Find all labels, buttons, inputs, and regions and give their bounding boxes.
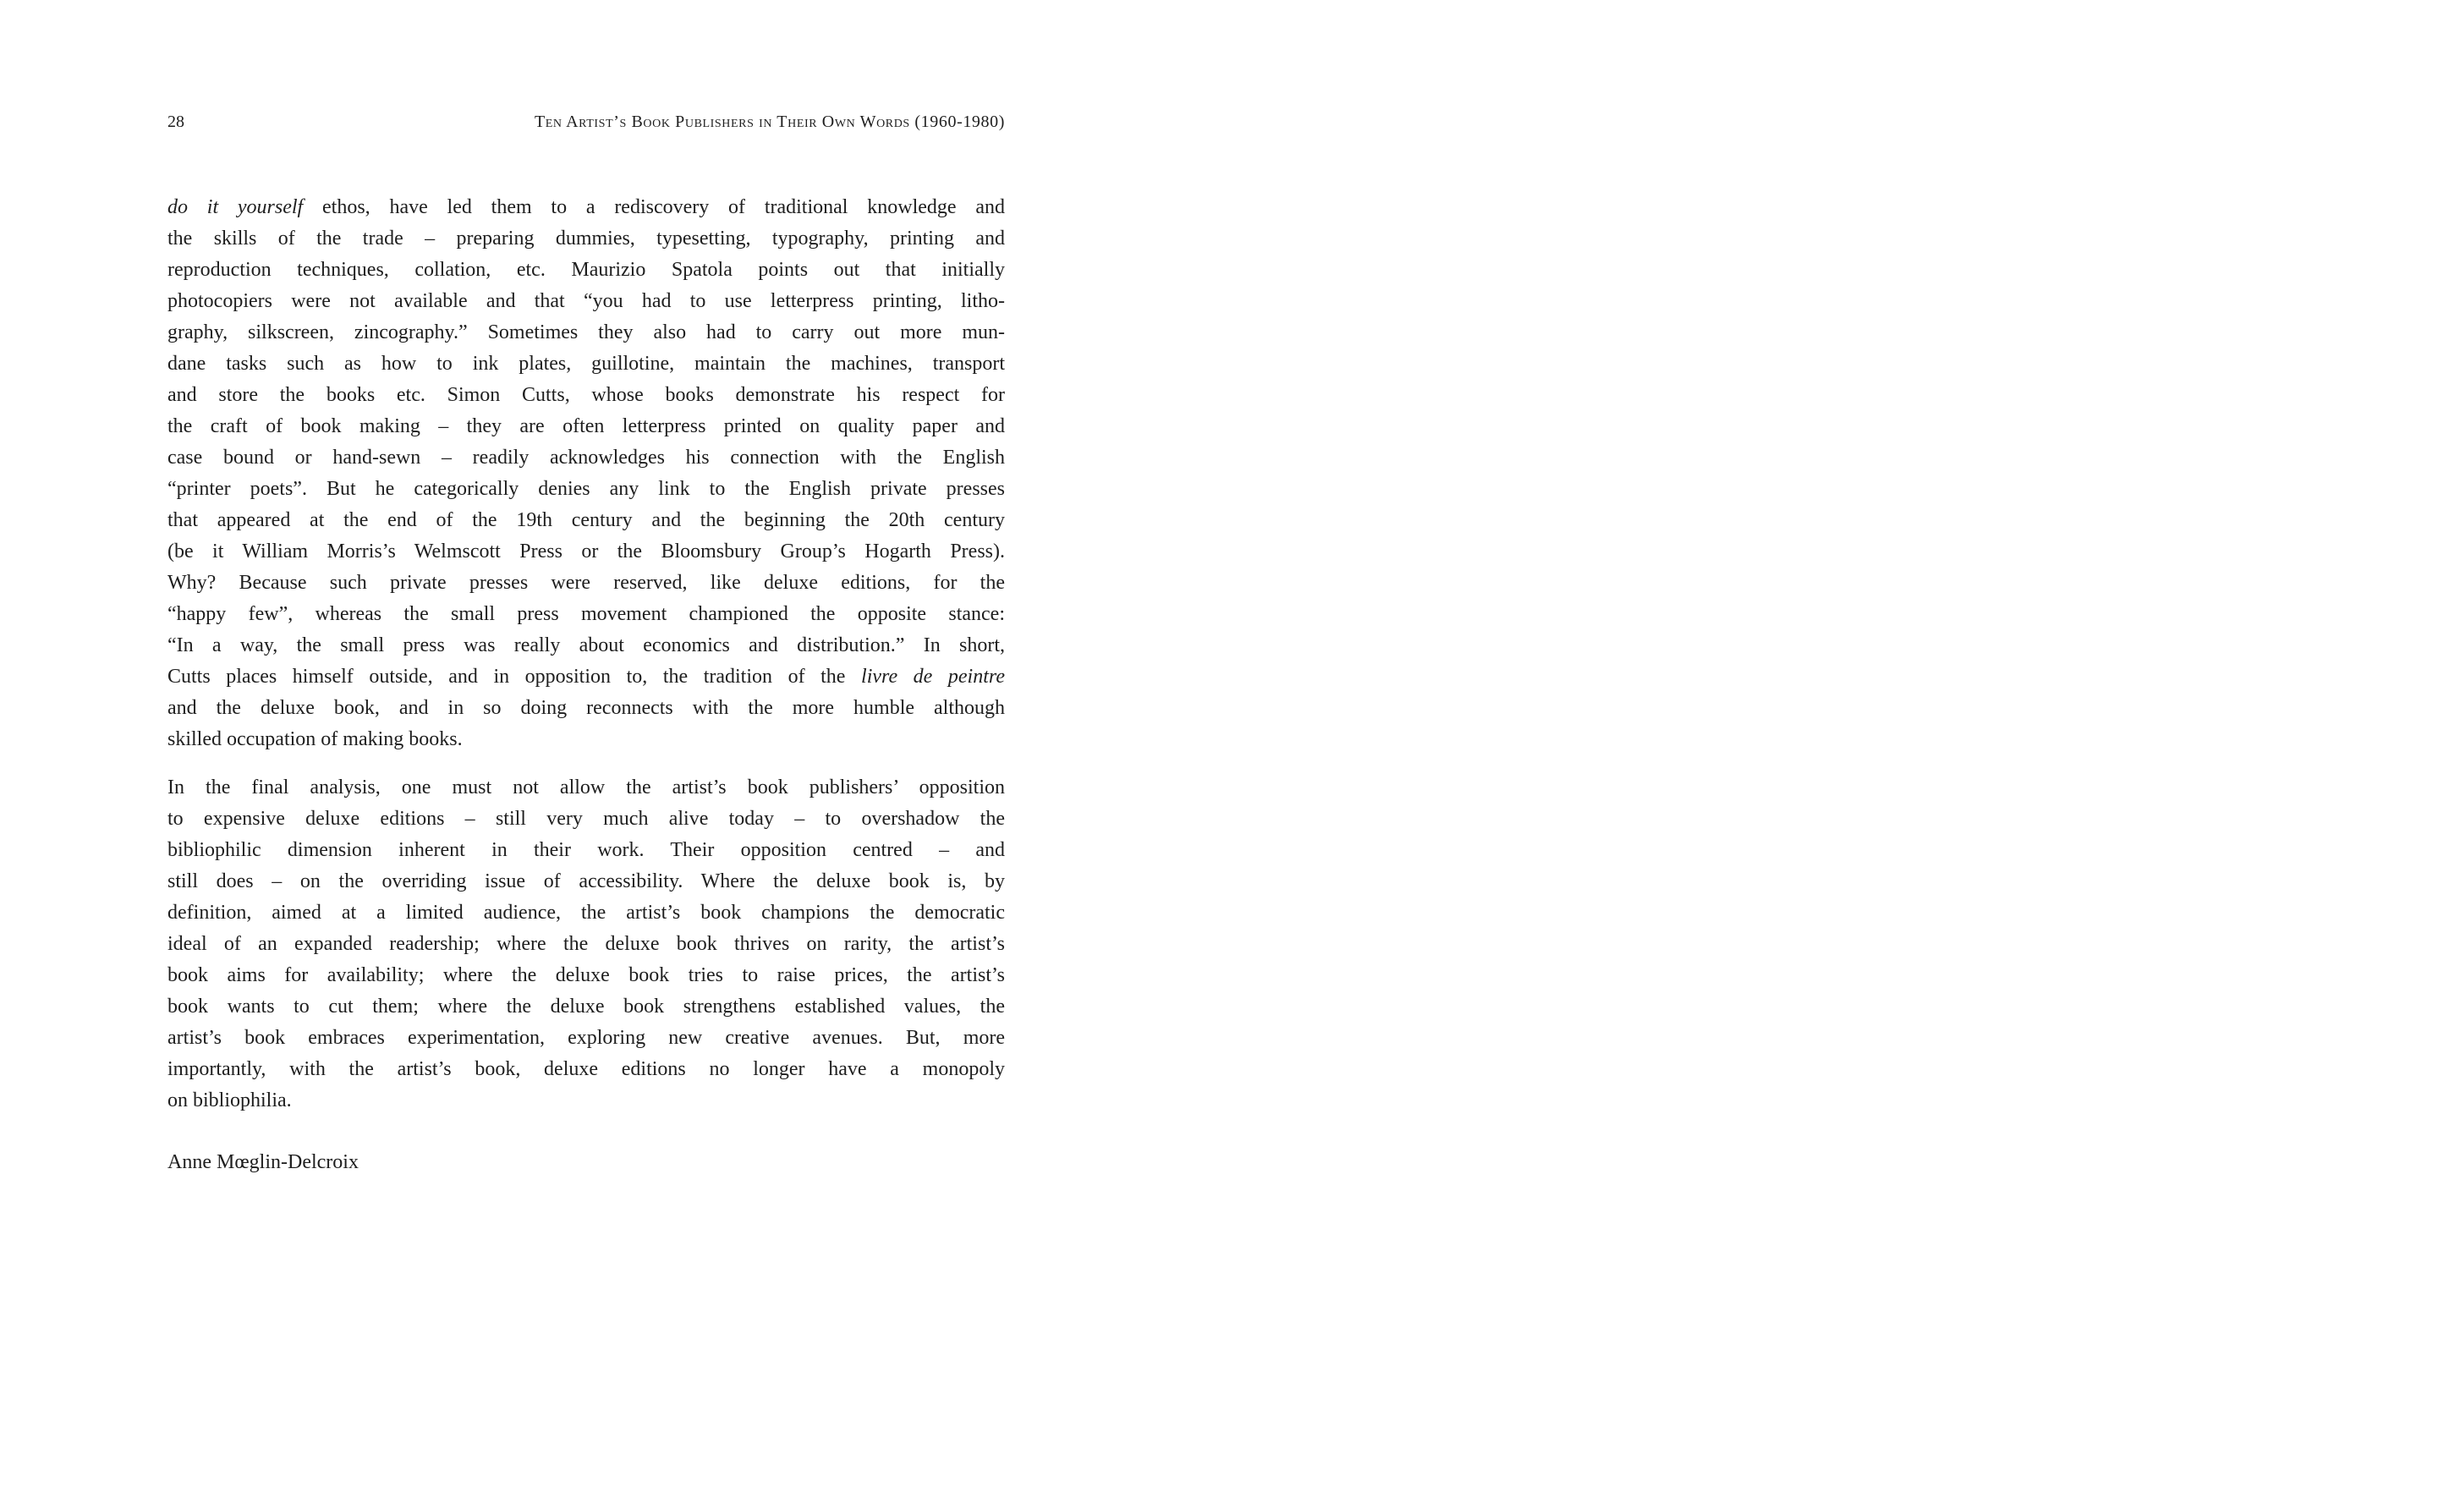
body-line: [167, 192, 1005, 223]
body-line: “happy few”, whereas the small press movement championed the opposite stance:: [167, 603, 1005, 625]
body-line: case bound or hand-sewn – readily acknowledges his connection with the English: [167, 447, 1005, 469]
body-line: (be it William Morris’s Welmscott Press or the Bloomsbury Group’s Hogarth Press).: [167, 540, 1005, 562]
body-line: still does – on the overriding issue of accessibility. Where the deluxe book is, by: [167, 870, 1005, 892]
body-line: book aims for availability; where the deluxe book tries to raise prices, the artist’s: [167, 964, 1005, 986]
body-line: artist’s book embraces experimentation, exploring new creative avenues. But, more: [167, 1027, 1005, 1049]
body-line-text: ethos, have led them to a rediscovery of traditional knowledge and: [322, 196, 1005, 218]
body-line: on bibliophilia.: [167, 1089, 292, 1111]
author-name: Anne Mœglin-Delcroix: [167, 1151, 359, 1173]
body-line: to expensive deluxe editions – still very much alive today – to overshadow the: [167, 808, 1005, 830]
body-line: the craft of book making – they are often letterpress printed on quality paper and: [167, 415, 1005, 437]
body-line: definition, aimed at a limited audience, the artist’s book champions the democratic: [167, 902, 1005, 924]
body-line: the skills of the trade – preparing dummies, typesetting, typography, printing and: [167, 228, 1005, 250]
paragraph-1: [167, 192, 1005, 755]
text-block: [167, 192, 1005, 1178]
italic-phrase: livre de peintre: [861, 666, 1005, 688]
body-line: “printer poets”. But he categorically denies any link to the English private presses: [167, 478, 1005, 500]
body-line: graphy, silkscreen, zincography.” Sometimes they also had to carry out more mun-: [167, 321, 1005, 343]
body-line: dane tasks such as how to ink plates, guillotine, maintain the machines, transport: [167, 353, 1005, 375]
running-header-title: Ten Artist’s Book Publishers in Their Own Words (1960-1980): [534, 112, 1005, 131]
body-line: “In a way, the small press was really about economics and distribution.” In short,: [167, 634, 1005, 656]
body-line: importantly, with the artist’s book, deluxe editions no longer have a monopoly: [167, 1058, 1005, 1080]
body-line: In the final analysis, one must not allow the artist’s book publishers’ opposition: [167, 776, 1005, 798]
paragraph-2: [167, 772, 1005, 1117]
page-number: 28: [167, 112, 184, 131]
body-line: Why? Because such private presses were reserved, like deluxe editions, for the: [167, 572, 1005, 594]
body-line: bibliophilic dimension inherent in their work. Their opposition centred – and: [167, 839, 1005, 861]
body-line-text: Cutts places himself outside, and in opposition to, the tradition of the: [167, 666, 862, 688]
body-line: book wants to cut them; where the deluxe book strengthens established values, the: [167, 996, 1005, 1018]
body-line: ideal of an expanded readership; where the deluxe book thrives on rarity, the artist’s: [167, 933, 1005, 955]
body-line: and the deluxe book, and in so doing reconnects with the more humble although: [167, 697, 1005, 719]
running-header: [167, 112, 1005, 138]
italic-phrase: do it yourself: [167, 196, 323, 218]
body-line: reproduction techniques, collation, etc. Maurizio Spatola points out that initially: [167, 259, 1005, 281]
body-line: [167, 661, 1005, 693]
body-line: and store the books etc. Simon Cutts, whose books demonstrate his respect for: [167, 384, 1005, 406]
body-line: photocopiers were not available and that “you had to use letterpress printing, litho-: [167, 290, 1005, 312]
body-line: that appeared at the end of the 19th century and the beginning the 20th century: [167, 509, 1005, 531]
body-line: skilled occupation of making books.: [167, 728, 463, 750]
